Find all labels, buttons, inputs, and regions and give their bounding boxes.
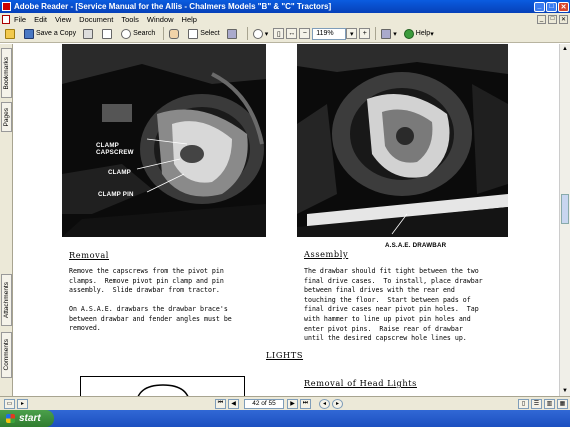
- print-button[interactable]: [81, 27, 97, 41]
- previous-view-button[interactable]: [319, 399, 330, 409]
- snapshot-button[interactable]: [225, 27, 241, 41]
- search-label: Search: [133, 30, 156, 37]
- page-size-button[interactable]: [4, 399, 15, 409]
- close-button[interactable]: ✕: [558, 2, 569, 12]
- tab-pages[interactable]: [1, 102, 12, 132]
- toolbar-separator: [163, 27, 164, 40]
- first-page-icon: ⏮: [217, 400, 224, 406]
- next-page-icon: ▶: [290, 401, 295, 407]
- help-button[interactable]: [402, 27, 436, 41]
- assembly-paragraph: The drawbar should fit tight between the two final drive cases. To install, place drawbar between final drives with the rear end touching the floor. Start between pads of final drive cases near pivot pin holes. Tap with hammer to line up pivot pin holes and enter pivot pins. Raise rear of drawbar until the desired capscrew hole lines up.: [304, 267, 483, 343]
- removal-paragraph-2: On A.S.A.E. drawbars the drawbar brace's between drawbar and fender angles must be removed.: [69, 305, 232, 333]
- help-label: Help: [415, 30, 431, 37]
- taskbar: [0, 410, 570, 427]
- last-page-button[interactable]: [300, 399, 311, 409]
- status-bar: [0, 396, 570, 410]
- continuous-button[interactable]: [531, 399, 542, 409]
- tab-bookmarks-label: Bookmarks: [3, 56, 10, 90]
- fit-page-icon: ▯: [276, 30, 281, 38]
- document-icon[interactable]: [2, 15, 10, 24]
- facing-icon: ▦: [559, 401, 566, 407]
- lights-section-heading: LIGHTS: [266, 350, 304, 360]
- forward-arrow-icon: ▸: [335, 401, 339, 407]
- toolbar: [0, 25, 570, 43]
- clamp-assembly-photo-drawing: [62, 44, 266, 237]
- camera-icon: [227, 29, 237, 39]
- tab-comments[interactable]: [1, 332, 12, 378]
- start-button[interactable]: [0, 410, 54, 427]
- document-view[interactable]: [13, 44, 559, 396]
- asae-drawbar-photo-drawing: [297, 44, 508, 237]
- zoom-out-button[interactable]: [299, 28, 310, 39]
- minimize-button[interactable]: _: [534, 2, 545, 12]
- menu-file[interactable]: File: [14, 14, 27, 24]
- envelope-icon: [102, 29, 112, 39]
- rotate-page-icon: [381, 29, 391, 39]
- document-props-button[interactable]: [17, 399, 28, 409]
- tab-attachments-label: Attachments: [3, 281, 10, 319]
- rotate-button[interactable]: [379, 27, 399, 41]
- chevron-down-icon: ▾: [350, 30, 354, 38]
- plus-icon: +: [362, 30, 367, 37]
- toolbar-separator: [247, 27, 248, 40]
- menu-view[interactable]: View: [55, 14, 72, 24]
- scrollbar-thumb[interactable]: [561, 194, 569, 224]
- adobe-reader-icon: [2, 2, 11, 11]
- last-page-icon: ⏭: [302, 400, 309, 406]
- next-view-button[interactable]: [332, 399, 343, 409]
- window-title: Adobe Reader - [Service Manual for the Allis - Chalmers Models "B" & "C" Tractors]: [14, 2, 332, 11]
- document-window-controls: [537, 15, 570, 24]
- menu-window[interactable]: Window: [146, 14, 174, 24]
- save-copy-label: Save a Copy: [36, 30, 77, 37]
- hand-icon: [169, 29, 179, 39]
- chevron-down-icon: ▾: [430, 30, 434, 38]
- restore-button[interactable]: □: [546, 2, 557, 12]
- scroll-down-icon[interactable]: ▼: [562, 388, 568, 394]
- printer-icon: [83, 29, 93, 39]
- next-page-button[interactable]: [287, 399, 298, 409]
- magnifier-icon: [253, 29, 263, 39]
- scroll-up-icon[interactable]: ▲: [562, 46, 568, 52]
- single-page-icon: ▯: [521, 401, 526, 407]
- menu-tools[interactable]: Tools: [121, 14, 139, 24]
- fit-page-button[interactable]: [273, 28, 284, 39]
- navigation-panel: [0, 44, 13, 396]
- minus-icon: −: [302, 30, 307, 37]
- head-lights-heading: Removal of Head Lights: [304, 378, 417, 388]
- email-button[interactable]: [100, 27, 116, 41]
- page-size-icon: ▭: [6, 401, 13, 407]
- removal-heading: Removal: [69, 250, 110, 260]
- asae-drawbar-photo: [297, 44, 508, 249]
- start-label: start: [19, 413, 41, 424]
- doc-minimize-button[interactable]: _: [537, 15, 546, 24]
- caption-clamp-pin: CLAMP PIN: [98, 191, 134, 198]
- zoom-level-field[interactable]: 119%: [312, 28, 346, 40]
- menu-edit[interactable]: Edit: [34, 14, 48, 24]
- floppy-disk-icon: [24, 29, 34, 39]
- caption-asae-drawbar: A.S.A.E. DRAWBAR: [385, 242, 447, 249]
- doc-restore-button[interactable]: □: [548, 15, 557, 24]
- text-select-icon: [188, 29, 198, 39]
- binoculars-icon: [121, 29, 131, 39]
- facing-pages-icon: ▥: [546, 401, 553, 407]
- removal-paragraph-1: Remove the capscrews from the pivot pin clamps. Remove pivot pin clamp and pin assembly. Slide drawbar from tractor.: [69, 267, 224, 295]
- tab-pages-label: Pages: [3, 107, 10, 127]
- page-number-field[interactable]: 42 of 55: [244, 399, 284, 409]
- menu-bar: [0, 13, 570, 25]
- select-label: Select: [200, 30, 220, 37]
- doc-close-button[interactable]: ✕: [560, 16, 567, 23]
- zoom-dropdown-button[interactable]: [346, 28, 357, 39]
- document-icon: ▸: [20, 401, 24, 407]
- fit-width-button[interactable]: [286, 28, 297, 39]
- continuous-facing-button[interactable]: [544, 399, 555, 409]
- previous-page-button[interactable]: [228, 399, 239, 409]
- first-page-button[interactable]: [215, 399, 226, 409]
- chevron-down-icon: ▾: [264, 30, 269, 38]
- clamp-assembly-photo: [62, 44, 266, 237]
- single-page-button[interactable]: [518, 399, 529, 409]
- tab-bookmarks[interactable]: [1, 48, 12, 98]
- chevron-down-icon: ▾: [393, 30, 397, 38]
- previous-page-icon: ◀: [231, 401, 236, 407]
- tab-comments-label: Comments: [3, 339, 10, 371]
- menu-help[interactable]: Help: [181, 14, 197, 24]
- save-copy-button[interactable]: [22, 27, 78, 41]
- back-arrow-icon: ◂: [322, 401, 326, 407]
- assembly-heading: Assembly: [304, 249, 349, 259]
- tab-attachments[interactable]: [1, 274, 12, 326]
- vertical-scrollbar[interactable]: [559, 44, 570, 396]
- menu-document[interactable]: Document: [79, 14, 114, 24]
- caption-clamp-capscrew: CLAMP CAPSCREW: [96, 142, 134, 156]
- title-bar: [0, 0, 570, 13]
- toolbar-separator: [375, 27, 376, 40]
- windows-logo-icon: [6, 414, 15, 423]
- facing-button[interactable]: [557, 399, 568, 409]
- caption-clamp: CLAMP: [108, 169, 131, 176]
- fit-width-icon: ↔: [288, 30, 296, 37]
- search-button[interactable]: [119, 27, 157, 41]
- folder-open-icon: [5, 29, 15, 39]
- help-icon: [404, 29, 414, 39]
- continuous-icon: ☰: [533, 401, 540, 407]
- zoom-in-button[interactable]: [359, 28, 370, 39]
- select-tool-button[interactable]: [186, 27, 221, 41]
- hand-tool-button[interactable]: [167, 27, 183, 41]
- zoom-tool-button[interactable]: [251, 27, 271, 41]
- open-button[interactable]: [3, 27, 19, 41]
